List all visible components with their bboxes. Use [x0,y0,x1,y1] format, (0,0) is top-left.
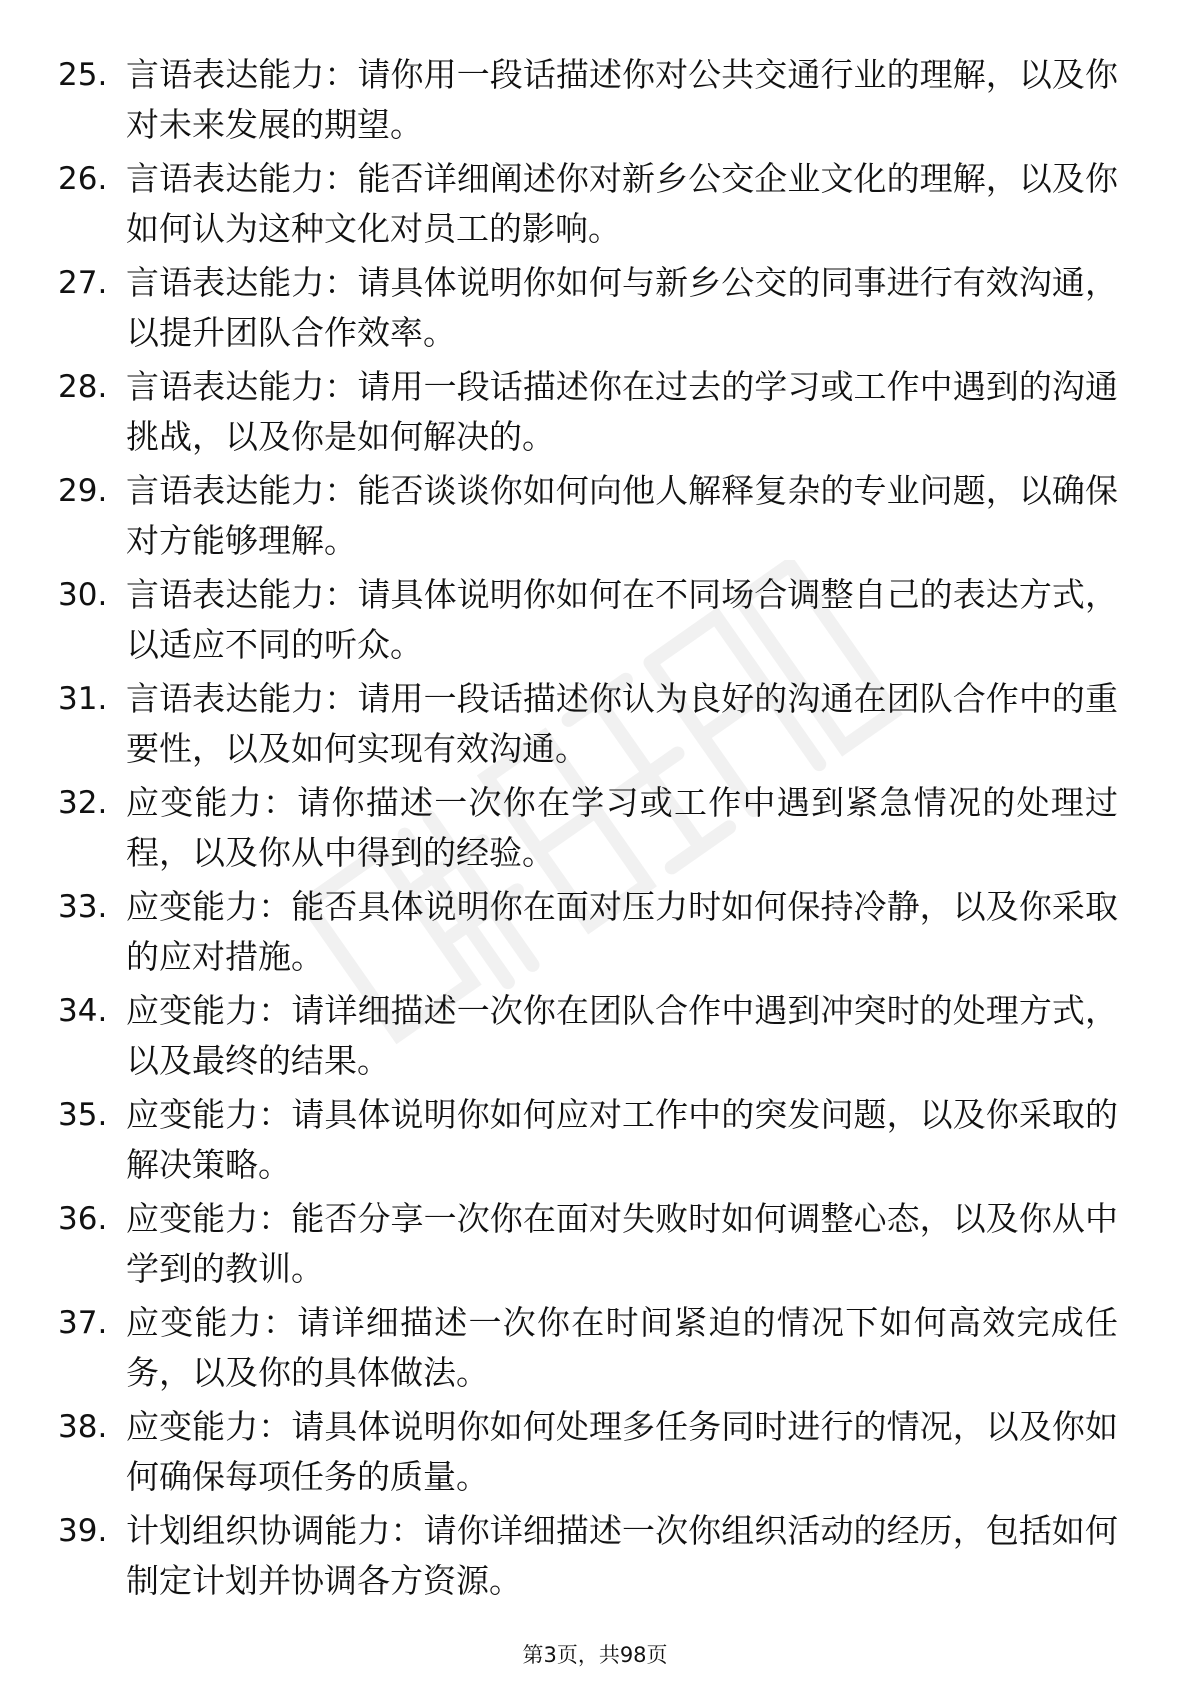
question-text: 应变能力：请具体说明你如何处理多任务同时进行的情况，以及你如何确保每项任务的质量。 [126,1407,1118,1496]
question-text: 言语表达能力：能否谈谈你如何向他人解释复杂的专业问题，以确保对方能够理解。 [126,471,1118,560]
question-number: 27. [58,265,108,301]
question-text: 应变能力：请详细描述一次你在时间紧迫的情况下如何高效完成任务，以及你的具体做法。 [126,1303,1118,1392]
page-number-footer: 第3页，共98页 [522,1643,668,1667]
question-number: 29. [58,473,108,509]
question-number: 25. [58,57,108,93]
question-item [58,362,1118,466]
question-text: 应变能力：请你描述一次你在学习或工作中遇到紧急情况的处理过程，以及你从中得到的经验。 [126,783,1118,872]
question-number: 26. [58,161,108,197]
question-number: 33. [58,889,108,925]
question-number: 37. [58,1305,108,1341]
question-text: 言语表达能力：请具体说明你如何与新乡公交的同事进行有效沟通，以提升团队合作效率。 [126,263,1118,352]
question-item [58,882,1118,986]
question-number: 34. [58,993,108,1029]
question-item [58,1298,1118,1402]
question-text: 应变能力：能否分享一次你在面对失败时如何调整心态，以及你从中学到的教训。 [126,1199,1118,1288]
question-number: 35. [58,1097,108,1133]
question-number: 31. [58,681,108,717]
question-text: 言语表达能力：请具体说明你如何在不同场合调整自己的表达方式，以适应不同的听众。 [126,575,1118,664]
question-item [58,570,1118,674]
question-item [58,258,1118,362]
question-number: 28. [58,369,108,405]
question-text: 言语表达能力：请用一段话描述你在过去的学习或工作中遇到的沟通挑战，以及你是如何解决的。 [126,367,1118,456]
question-number: 39. [58,1513,108,1549]
question-text: 言语表达能力：请你用一段话描述你对公共交通行业的理解，以及你对未来发展的期望。 [126,55,1118,144]
question-number: 30. [58,577,108,613]
question-item [58,466,1118,570]
question-item [58,50,1118,154]
question-number: 38. [58,1409,108,1445]
question-text: 应变能力：请详细描述一次你在团队合作中遇到冲突时的处理方式，以及最终的结果。 [126,991,1118,1080]
question-item [58,1194,1118,1298]
question-text: 言语表达能力：请用一段话描述你认为良好的沟通在团队合作中的重要性，以及如何实现有效沟通。 [126,679,1118,768]
question-item [58,1506,1118,1610]
question-number: 36. [58,1201,108,1237]
question-text: 应变能力：能否具体说明你在面对压力时如何保持冷静，以及你采取的应对措施。 [126,887,1118,976]
question-item [58,674,1118,778]
question-list [58,50,1118,1610]
question-item [58,1402,1118,1506]
question-item [58,986,1118,1090]
question-number: 32. [58,785,108,821]
question-item [58,1090,1118,1194]
question-text: 言语表达能力：能否详细阐述你对新乡公交企业文化的理解，以及你如何认为这种文化对员工的影响。 [126,159,1118,248]
question-item [58,154,1118,258]
question-item [58,778,1118,882]
question-text: 计划组织协调能力：请你详细描述一次你组织活动的经历，包括如何制定计划并协调各方资源。 [126,1511,1118,1600]
question-text: 应变能力：请具体说明你如何应对工作中的突发问题，以及你采取的解决策略。 [126,1095,1118,1184]
